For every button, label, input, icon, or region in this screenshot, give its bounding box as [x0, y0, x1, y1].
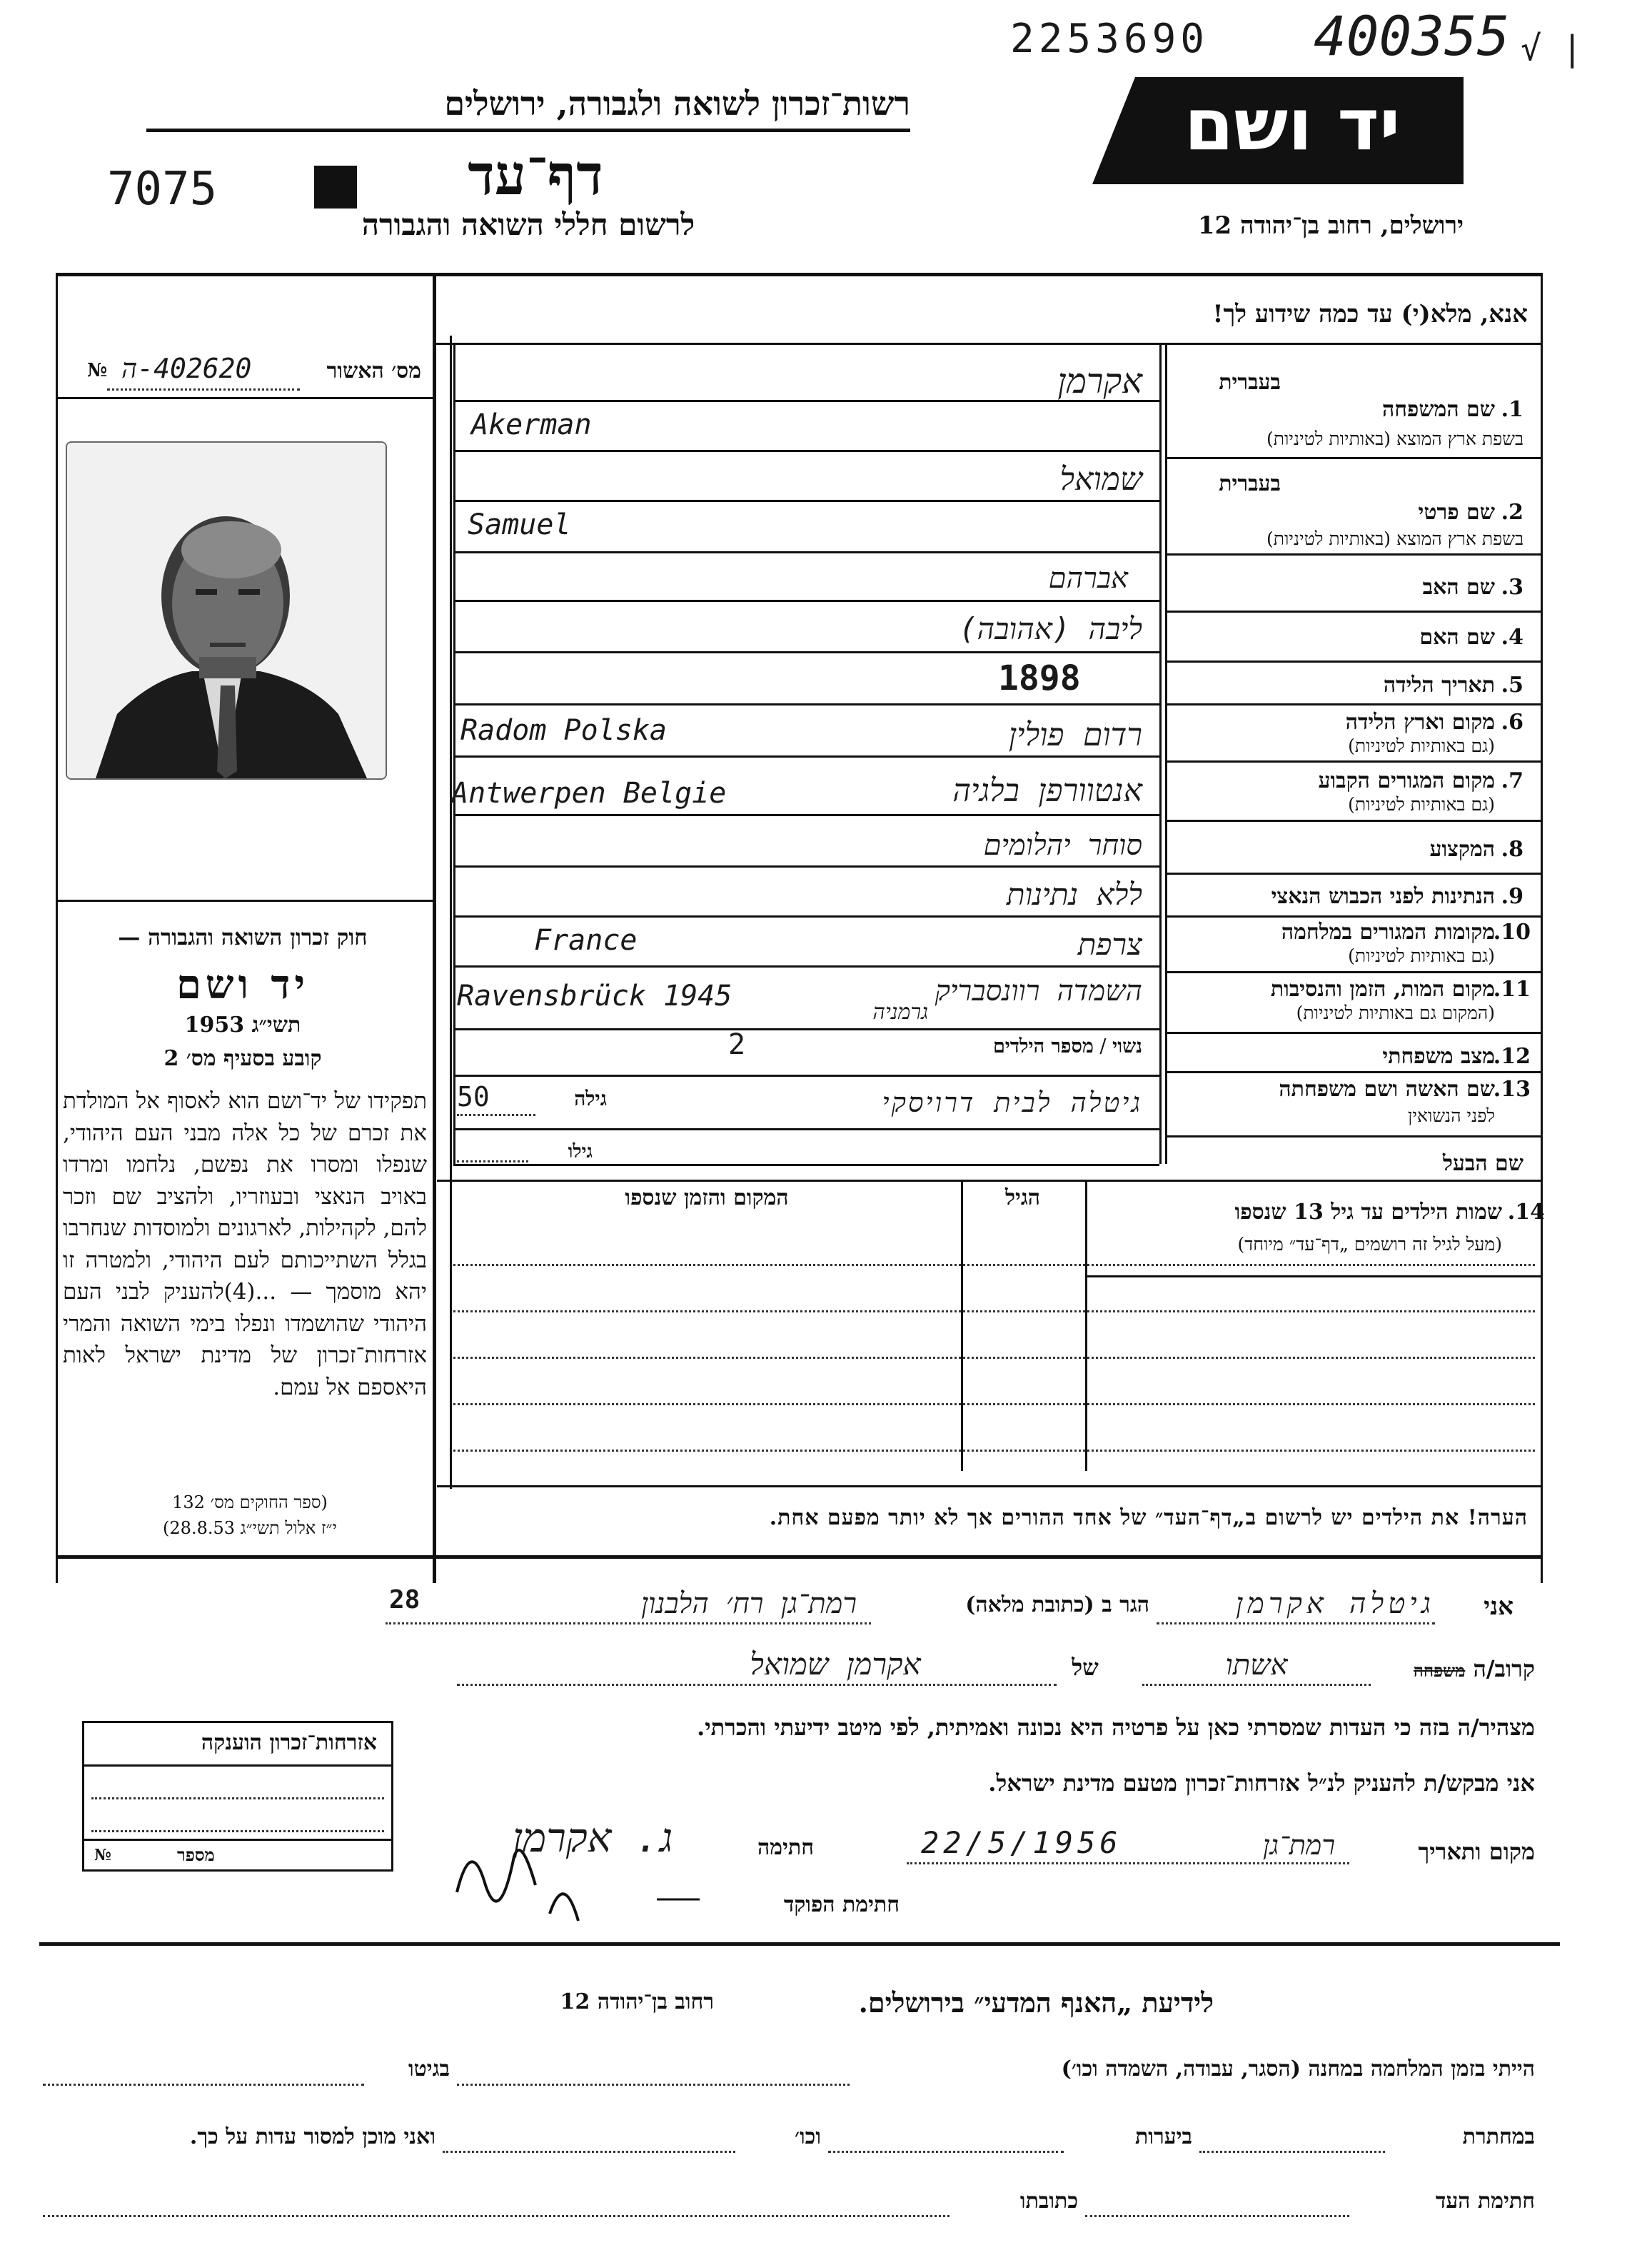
field-1-number: 1. [1501, 397, 1523, 422]
field-6-sub: (גם באותיות לטיניות) [1348, 735, 1495, 756]
birth-date-value: 1898 [998, 658, 1081, 698]
signature-text: ג. אקרמן [512, 1815, 673, 1862]
field-10-sub: (גם באותיות לטיניות) [1348, 945, 1495, 966]
field-14-sub: (מעל לגיל זה רושמים „דף־עד״ מיוחד) [1237, 1234, 1502, 1255]
field-4-number: 4. [1501, 625, 1523, 650]
value-line-2a [453, 500, 1159, 502]
place-date-label: מקום ותאריך [1418, 1838, 1535, 1865]
photo-frame [66, 441, 387, 780]
row-sep-3 [1165, 611, 1541, 613]
form-title: דף־עד [468, 143, 603, 208]
wartime-residence-hebrew-value: צרפת [1077, 927, 1142, 962]
children-row-line-1 [453, 1264, 1535, 1266]
children-table-col-divider-1 [1085, 1180, 1087, 1471]
children-age-column-header: הגיל [1004, 1185, 1041, 1210]
footer-heading: לידיעת „האנף המדעי״ בירושלים. [858, 1987, 1214, 2019]
wife-age-dotted-line [457, 1114, 535, 1116]
declaration-statement: מצהיר/ה בזה כי העדות שמסרתי כאן על פרטיה היא נכונה ואמיתית, לפי מיטב ידיעתי והכרתי. [697, 1714, 1535, 1741]
row-sep-11 [1165, 1032, 1541, 1034]
citizenship-box-title: אזרחות־זכרון הוענקה [201, 1730, 377, 1755]
footer-line-3-dots-b [43, 2215, 950, 2217]
place-value: רמת־גן [1262, 1829, 1335, 1861]
declarant-address-line [386, 1622, 871, 1624]
children-table-top [437, 1180, 1541, 1182]
children-count-label: מספר הילדים [992, 1035, 1094, 1058]
footer-separator [39, 1942, 1560, 1946]
row-sep-8 [1165, 873, 1541, 875]
field-8-number: 8. [1501, 837, 1523, 862]
row-sep-1 [1165, 457, 1541, 459]
yad-vashem-logo [1092, 77, 1464, 184]
fill-request: אנא, מלא(י) עד כמה שידוע לך! [1212, 300, 1528, 328]
footer-line-1-ghetto: בגיטו [408, 2056, 450, 2081]
officer-signature-label: חתימת הפוקד [783, 1892, 900, 1917]
sidebar-divider [433, 273, 436, 1583]
footer-line-2-etc: וכו׳ [795, 2124, 821, 2149]
approval-dotted-line [107, 388, 300, 391]
footer-line-2-forests: ביערות [1134, 2124, 1192, 2149]
handwritten-document-number: 400355 [1314, 4, 1510, 68]
children-table-col-divider-2 [961, 1180, 963, 1471]
field-12-number: 12. [1493, 1044, 1531, 1069]
husband-label: שם הבעל [1442, 1151, 1523, 1176]
birthplace-latin-value: Radom Polska [460, 714, 667, 747]
children-row-line-2 [453, 1310, 1535, 1312]
field-7-sub: (גם באותיות לטיניות) [1348, 794, 1495, 815]
footer-heading-address: רחוב בן־יהודה 12 [560, 1989, 714, 2014]
approval-row-bottom [56, 397, 433, 399]
value-line-4 [453, 651, 1159, 653]
children-table-header-bottom [1085, 1275, 1541, 1277]
field-11-number: 11. [1493, 977, 1531, 1002]
law-reference-1: (ספר החוקים מס׳ 132 [172, 1492, 328, 1512]
death-place-latin-value: Ravensbrück 1945 [457, 980, 732, 1013]
note-top-border [437, 1485, 1541, 1487]
footer-line-3-dots-a [1085, 2215, 1349, 2217]
row-sep-13 [1165, 1135, 1541, 1137]
residence-latin-value: Antwerpen Belgie [451, 777, 727, 810]
row-sep-2 [1165, 553, 1541, 556]
law-heading: חוק זכרון השואה והגבורה — [118, 925, 368, 950]
value-line-11 [453, 1028, 1159, 1030]
value-line-2b [453, 551, 1159, 553]
field-10-label: מקומות המגורים במלחמה [1281, 920, 1495, 945]
footer-line-2-dots-b [828, 2151, 1064, 2153]
field-2-number: 2. [1501, 500, 1523, 525]
declaration-request: אני מבקש/ת להעניק לנ״ל אזרחות־זכרון מטעם מדינת ישראל. [988, 1769, 1535, 1797]
death-place-hebrew-value: השמדה רוונסבריק [935, 975, 1142, 1008]
citizenship-box-footer-line [84, 1839, 391, 1841]
field-10-number: 10. [1493, 920, 1531, 945]
law-text: תפקידו של יד־ושם הוא לאסוף אל המולדת את זכרם של כל אלה מבני העם היהודי, שנפלו ומסרו את נפשם, נלחמו ומרדו באויב הנאצי ובעוזריו, ולהציב שם וזכר להם, לקהילות, לארגונים ולמוסדות שנחרבו בגלל השתייכותם לעם היהודי, ולמטרה זו יהא מוסמך — ...(4)להעניק לבני העם היהודי שהושמדו ונפלו בימי השואה והמרי אזרחות־זכרון של מדינת ישראל לאות היאספם אל עמם. [63, 1088, 427, 1400]
logo-text: יד ושם [1184, 83, 1401, 166]
citizenship-box-title-line [84, 1764, 391, 1767]
relative-label-text: קרוב/ה [1473, 1655, 1535, 1682]
children-row-line-3 [453, 1357, 1535, 1359]
children-count-value: 2 [728, 1028, 746, 1061]
citizenship-box [82, 1721, 393, 1872]
row-sep-4 [1165, 661, 1541, 663]
approval-number-row [79, 350, 421, 390]
field-6-label: מקום וארץ הלידה [1345, 710, 1495, 735]
field-11-label: מקום המות, הזמן והנסיבות [1270, 977, 1495, 1002]
value-line-1b [453, 450, 1159, 452]
field-1-sub: בשפת ארץ המוצא (באותיות לטיניות) [1266, 428, 1523, 449]
father-name-value: אברהם [1048, 562, 1128, 595]
institution-address: ירושלים, רחוב בן־יהודה 12 [1197, 211, 1464, 240]
declarant-address-value: רמת־גן רח׳ הלבנון [640, 1587, 857, 1620]
field-4-label: שם האם [1419, 625, 1495, 650]
row-sep-6 [1165, 760, 1541, 763]
values-inner-right [1165, 344, 1167, 1164]
husband-age-dotted-line [457, 1160, 528, 1162]
profession-value: סוחר יהלומים [983, 829, 1142, 862]
field-9-number: 9. [1501, 884, 1523, 909]
footer-line-2-dots-a [1199, 2151, 1385, 2153]
footer-line-1-dots-b [43, 2084, 364, 2086]
relation-value: אשתו [1225, 1649, 1288, 1682]
field-11-sub: (המקום גם באותיות לטיניות) [1296, 1003, 1495, 1023]
wife-name-value: גיטלה לבית דרויסקי [882, 1087, 1142, 1118]
relative-label [1371, 1655, 1535, 1682]
frame-bottom-border [56, 1555, 1541, 1559]
declarant-name-value: גיטלה אקרמן [1235, 1587, 1435, 1620]
citizenship-box-line-2 [91, 1830, 384, 1832]
value-line-12 [453, 1075, 1159, 1077]
declaration-i-label: אני [1484, 1592, 1514, 1621]
field-9-label: הנתינות לפני הכבוש הנאצי [1271, 884, 1495, 909]
of-label: של [1072, 1654, 1099, 1681]
place-date-line [907, 1862, 1349, 1864]
approval-number-value: 402620-ה [121, 353, 252, 384]
signature-scribble [443, 1807, 728, 1942]
frame-top-border [56, 273, 1541, 276]
children-row-line-5 [453, 1450, 1535, 1452]
value-line-9 [453, 915, 1159, 918]
surname-latin-value: Akerman [471, 408, 592, 441]
field-12-label: מצב משפחתי [1382, 1044, 1495, 1069]
printed-document-number: 2253690 [1010, 16, 1209, 62]
declaration-address-label: הגר ב (כתובת מלאה) [965, 1592, 1149, 1617]
field-8-label: המקצוע [1429, 837, 1495, 862]
footer-line-2-dots-c [443, 2151, 735, 2153]
value-line-6 [453, 755, 1159, 758]
value-line-10 [453, 965, 1159, 968]
children-note: הערה! את הילדים יש לרשום ב„דף־העד״ של אחד ההורים אך לא יותר מפעם אחת. [769, 1505, 1528, 1530]
death-place-hebrew-value-2: גרמניה [872, 1000, 928, 1025]
row-sep-7 [1165, 820, 1541, 822]
declarant-house-number: 28 [389, 1585, 420, 1614]
value-line-3 [453, 600, 1159, 602]
request-underline [435, 343, 1541, 345]
authority-name: רשות־זכרון לשואה ולגבורה, ירושלים [444, 84, 910, 123]
frame-left-border [56, 273, 58, 1583]
law-reference-2: י״ז אלול תשי״ג 28.8.53) [163, 1518, 337, 1538]
value-line-13b [453, 1164, 1159, 1166]
field-14-label: שמות הילדים עד גיל 13 שנספו [1234, 1200, 1502, 1225]
frame-right-border [1541, 273, 1543, 1583]
authority-underline [146, 129, 910, 132]
field-3-label: שם האב [1422, 575, 1495, 600]
field-7-number: 7. [1501, 768, 1523, 793]
relative-name-line [457, 1684, 1057, 1686]
children-row-line-4 [453, 1403, 1535, 1405]
field-3-number: 3. [1501, 575, 1523, 600]
values-labels-divider [1159, 344, 1162, 1164]
value-line-5 [453, 703, 1159, 705]
wartime-residence-latin-value: France [534, 924, 638, 957]
stamp-mark [314, 166, 357, 209]
field-5-label: תאריך הלידה [1383, 673, 1495, 698]
husband-age-label: גילו [568, 1141, 593, 1162]
field-2-sub: בשפת ארץ המוצא (באותיות לטיניות) [1266, 528, 1523, 549]
row-sep-10 [1165, 971, 1541, 973]
relative-name-value: אקרמן שמואל [750, 1647, 921, 1682]
birthplace-hebrew-value: רדום פולין [1008, 717, 1142, 753]
footer-line-2-willing: ואני מוכן למסור עדות על כך. [189, 2124, 435, 2149]
date-value: 22/5/1956 [921, 1825, 1122, 1860]
citizenship-box-line-1 [91, 1797, 384, 1799]
married-option-label: נשוי [1112, 1035, 1142, 1058]
field-6-number: 6. [1501, 710, 1523, 735]
form-subtitle: לרשום חללי השואה והגבורה [361, 207, 695, 242]
wife-age-label: גילה [574, 1087, 607, 1110]
signature-label: חתימה [757, 1835, 814, 1860]
portrait-photo-icon [67, 443, 386, 778]
declarant-name-line [1157, 1622, 1435, 1624]
residence-hebrew-value: אנטוורפן בלגיה [952, 773, 1142, 809]
row-sep-9 [1165, 915, 1541, 918]
field-14-number: 14. [1507, 1200, 1545, 1225]
values-inner-left [453, 344, 455, 1164]
approval-number-label: מס׳ האשור [326, 358, 421, 383]
field-13-number: 13. [1493, 1077, 1531, 1102]
value-line-7 [453, 814, 1159, 816]
footer-witness-signature-label: חתימת העד [1435, 2189, 1535, 2214]
sidebar-divider-inner [450, 336, 452, 1489]
wife-age-value: 50 [457, 1081, 490, 1113]
footer-line-1-dots-a [457, 2084, 850, 2086]
mother-name-value: ליבה (אהובה) [959, 611, 1142, 646]
field-2-hebrew-label: בעברית [1219, 471, 1281, 496]
relative-struck-text: משפחה [1414, 1660, 1466, 1681]
footer-line-2-underground: במחתרת [1462, 2124, 1535, 2149]
citizenship-box-no-mark: № [94, 1846, 111, 1864]
field-2-label: שם פרטי [1418, 500, 1495, 525]
file-number: 7075 [107, 163, 218, 216]
row-sep-5 [1165, 703, 1541, 705]
relation-line [1142, 1684, 1371, 1686]
approval-no-mark: № [87, 360, 108, 381]
given-name-latin-value: Samuel [468, 508, 571, 541]
field-5-number: 5. [1501, 673, 1523, 698]
law-name: יד ושם [176, 961, 310, 1008]
marital-status-options: נשוי / מספר הילדים [992, 1035, 1142, 1058]
field-13-label: שם האשה ושם משפחתה [1279, 1077, 1495, 1102]
field-7-label: מקום המגורים הקבוע [1318, 768, 1495, 793]
handwritten-check-mark: √ | [1521, 29, 1583, 69]
value-line-13 [453, 1128, 1159, 1130]
law-section: קובע בסעיף מס׳ 2 [163, 1046, 322, 1071]
field-13-sub: לפני הנשואין [1408, 1105, 1495, 1126]
law-section-top [56, 900, 433, 902]
footer-witness-address-label: כתובתו [1019, 2189, 1078, 2214]
field-1-label: שם המשפחה [1381, 397, 1495, 422]
row-sep-12 [1165, 1071, 1541, 1073]
value-line-8 [453, 865, 1159, 868]
footer-line-1-text: הייתי בזמן המלחמה במחנה (הסגר, עבודה, השמדה וכו׳) [1061, 2056, 1535, 2081]
given-name-hebrew-value: שמואל [1059, 461, 1142, 498]
signature-scribble-icon [443, 1807, 728, 1942]
citizenship-box-number-label: מספר [177, 1844, 215, 1865]
surname-hebrew-value: אקרמן [1057, 361, 1142, 401]
nationality-value: ללא נתינות [1006, 877, 1142, 912]
law-year: תשי״ג 1953 [184, 1013, 301, 1038]
field-1-hebrew-label: בעברית [1219, 370, 1281, 395]
children-place-column-header: המקום והזמן שנספו [625, 1185, 789, 1210]
